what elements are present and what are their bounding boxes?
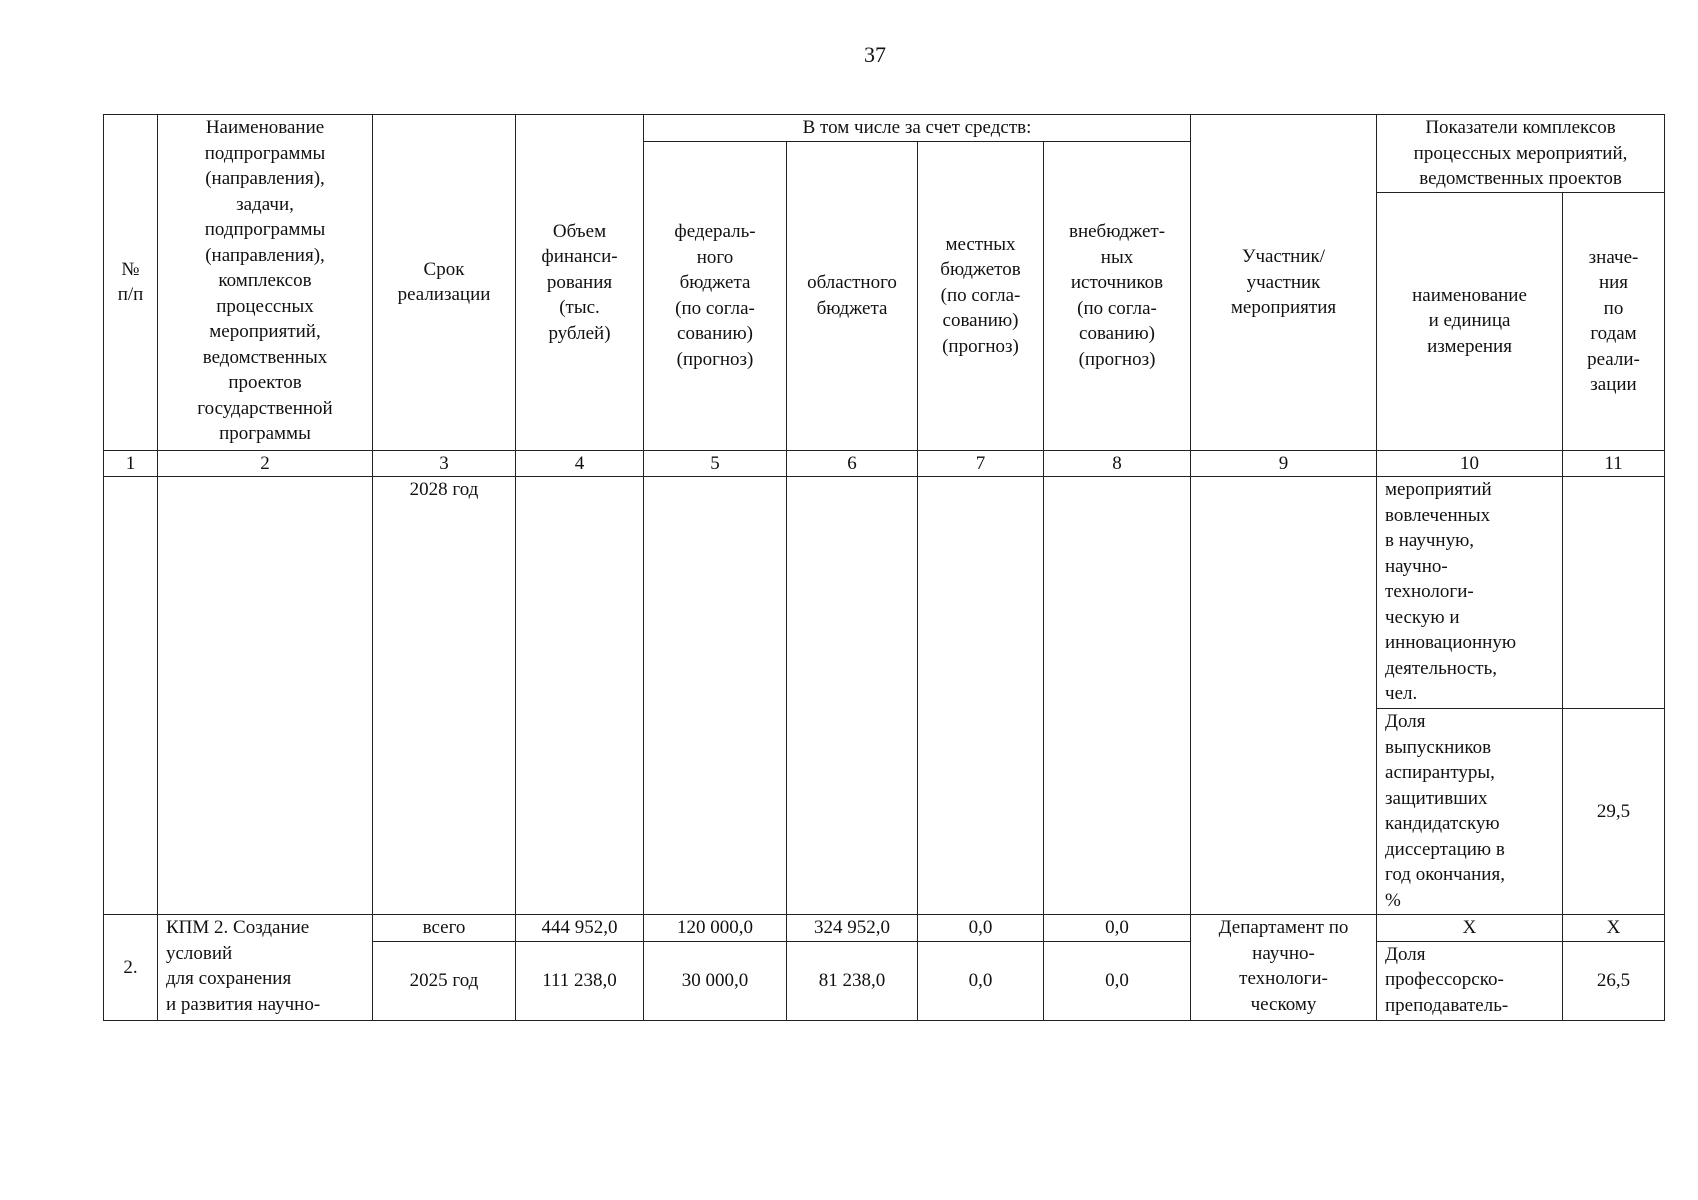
continuation-volume-cell: [516, 477, 644, 915]
column-numbers-row: [104, 450, 1665, 477]
column-number: 8: [1044, 450, 1191, 477]
row2-total-volume: 444 952,0: [516, 915, 644, 942]
row2-total-indicator-value: Х: [1563, 915, 1665, 942]
table-row: [104, 477, 1665, 709]
row2-2025-local: 0,0: [918, 941, 1044, 1020]
continuation-participant-cell: [1191, 477, 1377, 915]
row2-name: КПМ 2. Создание условий для сохранения и развития научно-: [158, 915, 373, 1021]
column-number: 2: [158, 450, 373, 477]
row2-total-indicator-name: Х: [1377, 915, 1563, 942]
continuation-federal-cell: [644, 477, 787, 915]
header-federal: федераль- ного бюджета (по согла- сованию) (прогноз): [644, 141, 787, 450]
row2-total-local: 0,0: [918, 915, 1044, 942]
header-name: Наименование подпрограммы (направления), задачи, подпрограммы (направления), комплексов процессных мероприятий, ведомственных проектов государственной программы: [158, 115, 373, 451]
column-number: 3: [373, 450, 516, 477]
header-indicator-name: наименование и единица измерения: [1377, 192, 1563, 450]
column-number: 9: [1191, 450, 1377, 477]
program-financing-table: [103, 114, 1665, 1021]
row2-2025-indicator-name: Доля профессорско- преподаватель-: [1377, 941, 1563, 1020]
header-regional: областного бюджета: [787, 141, 918, 450]
column-number: 11: [1563, 450, 1665, 477]
indicator-2-value: 29,5: [1563, 709, 1665, 915]
row2-total-extrabudget: 0,0: [1044, 915, 1191, 942]
header-local: местных бюджетов (по согла- сованию) (прогноз): [918, 141, 1044, 450]
row2-2025-term: 2025 год: [373, 941, 516, 1020]
column-number: 5: [644, 450, 787, 477]
row2-total-federal: 120 000,0: [644, 915, 787, 942]
continuation-regional-cell: [787, 477, 918, 915]
header-indicator-values: значе- ния по годам реали- зации: [1563, 192, 1665, 450]
row2-2025-indicator-value: 26,5: [1563, 941, 1665, 1020]
row2-participant: Департамент по научно- технологи- ческому: [1191, 915, 1377, 1021]
column-number: 10: [1377, 450, 1563, 477]
header-sources-group: В том числе за счет средств:: [644, 115, 1191, 142]
indicator-1-text: мероприятий вовлеченных в научную, научно- технологи- ческую и инновационную деятельность, чел.: [1377, 477, 1563, 709]
row2-2025-extrabudget: 0,0: [1044, 941, 1191, 1020]
page-number: 37: [864, 42, 886, 67]
table-row: [104, 915, 1665, 942]
column-number: 7: [918, 450, 1044, 477]
header-num: № п/п: [104, 115, 158, 451]
continuation-term: 2028 год: [373, 477, 516, 915]
row2-total-regional: 324 952,0: [787, 915, 918, 942]
column-number: 4: [516, 450, 644, 477]
row2-2025-federal: 30 000,0: [644, 941, 787, 1020]
header-participant: Участник/ участник мероприятия: [1191, 115, 1377, 451]
header-row-1: [104, 115, 1665, 142]
indicator-1-value: [1563, 477, 1665, 709]
header-indicators-group: Показатели комплексов процессных мероприятий, ведомственных проектов: [1377, 115, 1665, 193]
row2-num: 2.: [104, 915, 158, 1021]
row2-2025-volume: 111 238,0: [516, 941, 644, 1020]
continuation-extrabudget-cell: [1044, 477, 1191, 915]
row2-total-term: всего: [373, 915, 516, 942]
header-volume: Объем финанси- рования (тыс. рублей): [516, 115, 644, 451]
indicator-2-text: Доля выпускников аспирантуры, защитивших кандидатскую диссертацию в год окончания, %: [1377, 709, 1563, 915]
continuation-num-cell: [104, 477, 158, 915]
continuation-name-cell: [158, 477, 373, 915]
row2-2025-regional: 81 238,0: [787, 941, 918, 1020]
header-term: Срок реализации: [373, 115, 516, 451]
column-number: 1: [104, 450, 158, 477]
header-extrabudget: внебюджет- ных источников (по согла- сованию) (прогноз): [1044, 141, 1191, 450]
continuation-local-cell: [918, 477, 1044, 915]
column-number: 6: [787, 450, 918, 477]
